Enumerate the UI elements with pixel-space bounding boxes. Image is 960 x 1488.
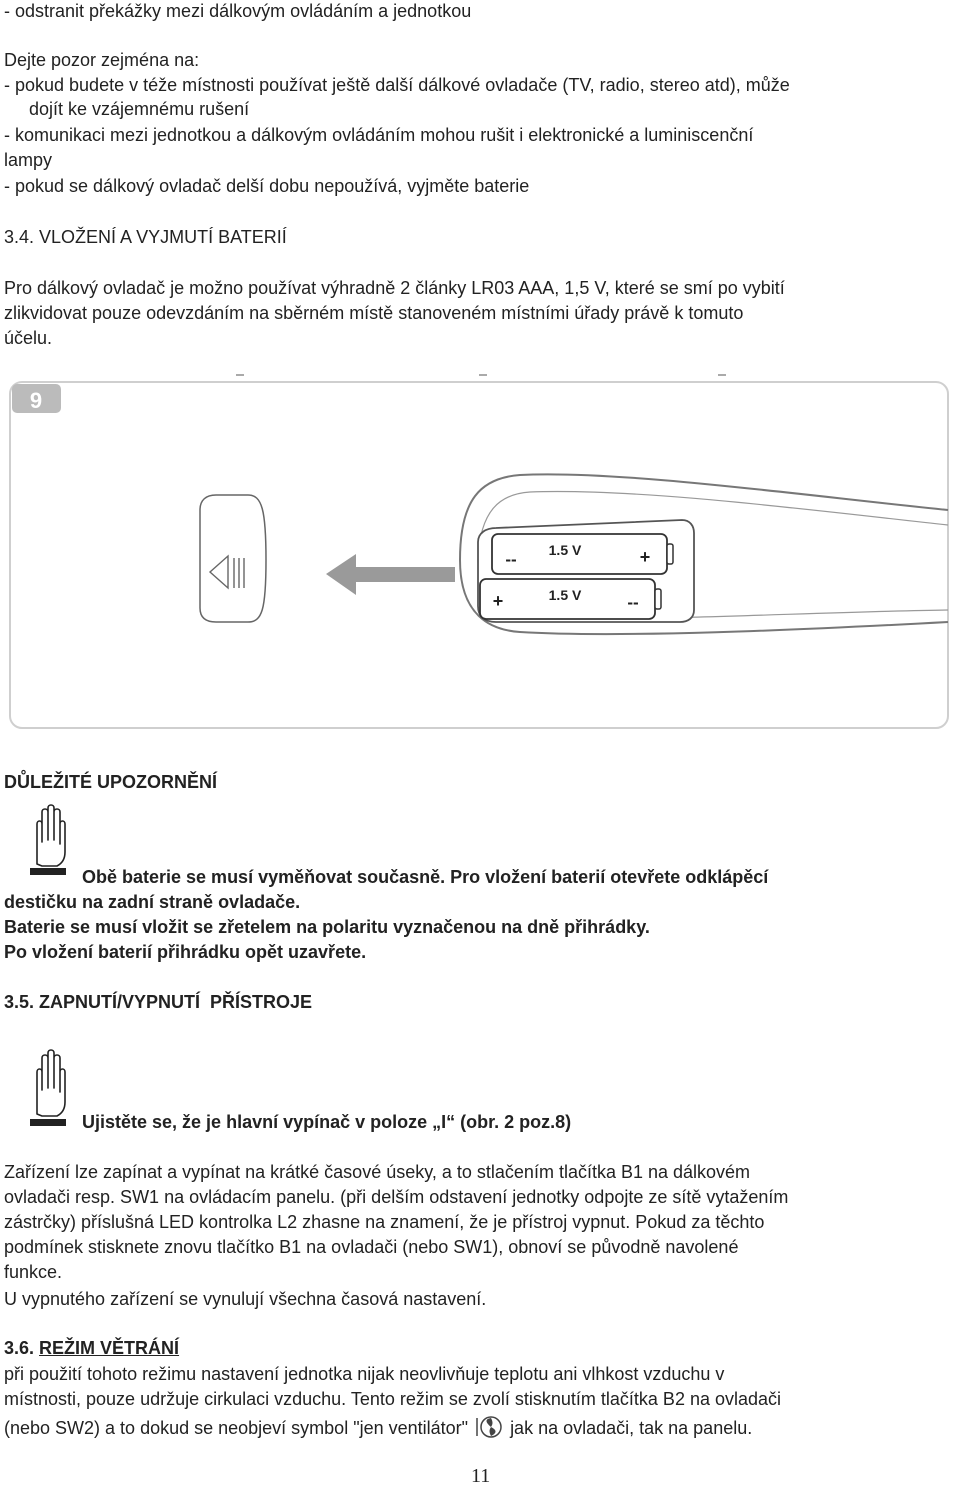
paragraph-line: funkce. xyxy=(4,1262,63,1282)
battery-1-plus: + xyxy=(639,547,651,567)
hand-warning-icon xyxy=(24,1046,74,1130)
arrow-left-icon xyxy=(326,554,455,595)
bullet-item-continuation: lampy xyxy=(4,150,53,170)
paragraph-text: jak na ovladači, tak na panelu. xyxy=(510,1418,753,1438)
paragraph-line xyxy=(4,1414,752,1440)
battery-1-minus: -- xyxy=(505,550,517,569)
battery-2-voltage: 1.5 V xyxy=(548,587,582,603)
paragraph-line: účelu. xyxy=(4,328,53,348)
paragraph-line: Zařízení lze zapínat a vypínat na krátké časové úseky, a to stlačením tlačítka B1 na dálkovém xyxy=(4,1162,751,1182)
section-heading: 3.5. ZAPNUTÍ/VYPNUTÍ PŘÍSTROJE xyxy=(4,992,313,1012)
important-line: Po vložení baterií přihrádku opět uzavřete. xyxy=(4,942,367,962)
bullet-item: - komunikaci mezi jednotkou a dálkovým ovládáním mohou rušit i elektronické a luminiscenční xyxy=(4,125,754,145)
paragraph-line: zlikvidovat pouze odevzdáním na sběrném místě stanoveném místními úřady právě k tomuto xyxy=(4,303,744,323)
important-line: Obě baterie se musí vyměňovat současně. Pro vložení baterií otevřete odklápěcí xyxy=(82,867,769,887)
bullet-item: - pokud budete v téže místnosti používat ještě další dálkové ovladače (TV, radio, stereo atd), může xyxy=(4,75,790,95)
paragraph-line: zástrčky) příslušná LED kontrolka L2 zhasne na znamení, že je přístroj vypnut. Pokud za těchto xyxy=(4,1212,765,1232)
battery-1 xyxy=(492,534,673,574)
important-line: destičku na zadní straně ovladače. xyxy=(4,892,301,912)
paragraph-line: podmínek stisknete znovu tlačítko B1 na ovladači (nebo SW1), obnoví se původně navolené xyxy=(4,1237,739,1257)
figure-number: 9 xyxy=(29,388,43,413)
section-title: REŽIM VĚTRÁNÍ xyxy=(39,1338,180,1358)
attention-heading: Dejte pozor zejména na: xyxy=(4,50,200,70)
paragraph-line: ovladači resp. SW1 na ovládacím panelu. (při delším odstavení jednotky odpojte ze sítě vytažením xyxy=(4,1187,789,1207)
battery-figure xyxy=(0,360,960,740)
battery-cover xyxy=(200,495,266,622)
bullet-item: - pokud se dálkový ovladač delší dobu nepoužívá, vyjměte baterie xyxy=(4,176,530,196)
section-heading: 3.4. VLOŽENÍ A VYJMUTÍ BATERIÍ xyxy=(4,227,287,247)
paragraph-line: místnosti, pouze udržuje cirkulaci vzduchu. Tento režim se zvolí stisknutím tlačítka B2 na ovladači xyxy=(4,1389,782,1409)
bullet-item-continuation: dojít ke vzájemnému rušení xyxy=(29,99,250,119)
paragraph-line: Pro dálkový ovladač je možno používat výhradně 2 články LR03 AAA, 1,5 V, které se smí po vybití xyxy=(4,278,785,298)
important-heading: DŮLEŽITÉ UPOZORNĚNÍ xyxy=(4,772,218,792)
section-number: 3.6. xyxy=(4,1338,35,1358)
power-switch-note: Ujistěte se, že je hlavní vypínač v poloze „I“ (obr. 2 poz.8) xyxy=(82,1112,572,1132)
hand-warning-icon xyxy=(24,802,74,878)
battery-2-plus: + xyxy=(492,591,504,611)
battery-1-voltage: 1.5 V xyxy=(548,542,582,558)
battery-2-minus: -- xyxy=(627,593,639,612)
section-heading xyxy=(4,1337,179,1359)
battery-2 xyxy=(480,579,661,619)
paragraph-line: U vypnutého zařízení se vynulují všechna časová nastavení. xyxy=(4,1289,487,1309)
fan-only-icon xyxy=(473,1414,505,1440)
paragraph-text: (nebo SW2) a to dokud se neobjeví symbol "jen ventilátor" xyxy=(4,1418,469,1438)
intro-line: - odstranit překážky mezi dálkovým ovládáním a jednotkou xyxy=(4,1,472,21)
paragraph-line: při použití tohoto režimu nastavení jednotka nijak neovlivňuje teplotu ani vlhkost vzduchu v xyxy=(4,1364,725,1384)
page-number: 11 xyxy=(471,1465,491,1487)
important-line: Baterie se musí vložit se zřetelem na polaritu vyznačenou na dně přihrádky. xyxy=(4,917,650,937)
